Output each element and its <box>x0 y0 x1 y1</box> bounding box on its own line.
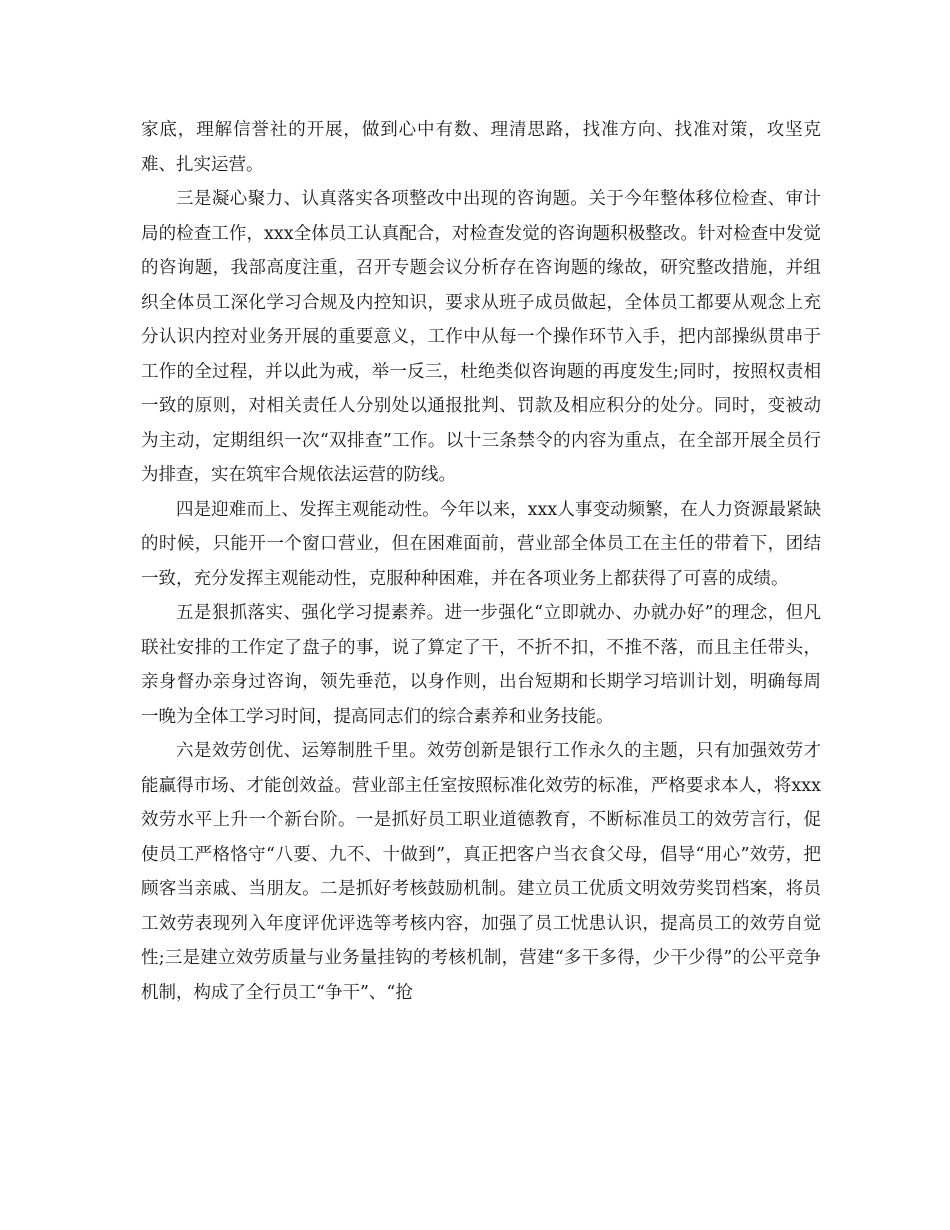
paragraph-1: 家底，理解信誉社的开展，做到心中有数、理清思路，找准方向、找准对策，攻坚克难、扎实运营。 <box>141 120 821 175</box>
paragraph-2: 三是凝心聚力、认真落实各项整改中出现的咨询题。关于今年整体移位检查、审计局的检查工作，xxx全体员工认真配合，对检查发觉的咨询题积极整改。针对检查中发觉的咨询题，我部高度注重，召开专题会议分析存在咨询题的缘故，研究整改措施，并组织全体员工深化学习合规及内控知识，要求从班子成员做起，全体员工都要从观念上充分认识内控对业务开展的重要意义，工作中从每一个操作环节入手，把内部操纵贯串于工作的全过程，并以此为戒，举一反三，杜绝类似咨询题的再度发生;同时，按照权责相一致的原则，对相关责任人分别处以通报批判、罚款及相应积分的处分。同时，变被动为主动，定期组织一次“双排查”工作。以十三条禁令的内容为重点，在全部开展全员行为排查，实在筑牢合规依法运营的防线。 <box>141 189 821 485</box>
paragraph-3: 四是迎难而上、发挥主观能动性。今年以来，xxx人事变动频繁，在人力资源最紧缺的时候，只能开一个窗口营业，但在困难面前，营业部全体员工在主任的带着下，团结一致，充分发挥主观能动性，克服种种困难，并在各项业务上都获得了可喜的成绩。 <box>141 499 821 589</box>
document-body <box>141 113 821 1010</box>
paragraph-4: 五是狠抓落实、强化学习提素养。进一步强化“立即就办、办就办好”的理念，但凡联社安排的工作定了盘子的事，说了算定了干，不折不扣，不推不落，而且主任带头，亲身督办亲身过咨询，领先垂范，以身作则，出台短期和长期学习培训计划，明确每周一晚为全体工学习时间，提高同志们的综合素养和业务技能。 <box>141 603 821 727</box>
paragraph-5: 六是效劳创优、运筹制胜千里。效劳创新是银行工作永久的主题，只有加强效劳才能赢得市场、才能创效益。营业部主任室按照标准化效劳的标准，严格要求本人，将xxx效劳水平上升一个新台阶。一是抓好员工职业道德教育，不断标准员工的效劳言行，促使员工严格恪守“八要、九不、十做到”，真正把客户当衣食父母，倡导“用心”效劳，把顾客当亲戚、当朋友。二是抓好考核鼓励机制。建立员工优质文明效劳奖罚档案，将员工效劳表现列入年度评优评选等考核内容，加强了员工忧患认识，提高员工的效劳自觉性;三是建立效劳质量与业务量挂钩的考核机制，营建“多干多得，少干少得”的公平竞争机制，构成了全行员工“争干”、“抢 <box>141 741 821 1003</box>
